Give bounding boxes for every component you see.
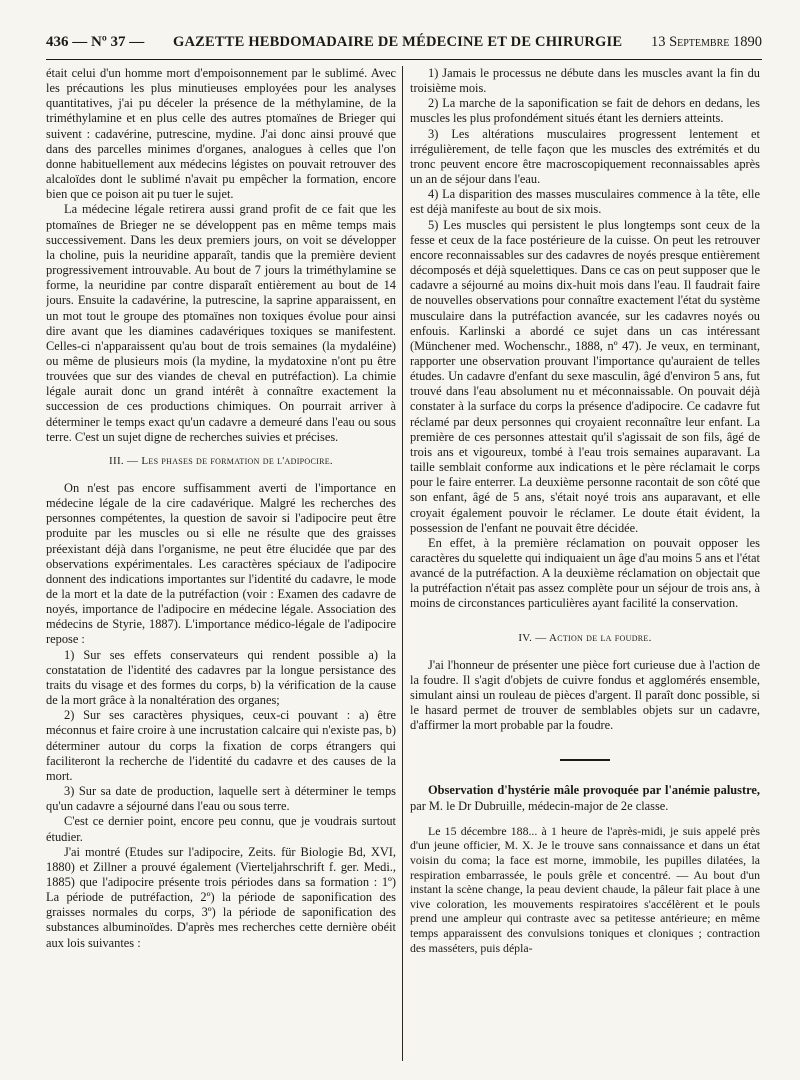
- paragraph: était celui d'un homme mort d'empoisonnement par le sublimé. Avec les précautions les plus minutieuses employées pour les analyses quantitatives, j'ai pu déceler la présence de la méthylamine, de la triméthylamine et en plus celle des autres ptomaïnes de Brieger qui suivent : cadavérine, putrescine, mydine. J'ai donc ainsi prouvé que dans des parcelles minimes d'organes, analogues à celles que l'on donne habituellement aux médecins légistes on pouvait retrouver des alcaloïdes dont le sublimé n'avait pu empêcher la formation, encore bien que ce poison ait pu tuer le sujet.: [46, 66, 396, 202]
- paragraph: 4) La disparition des masses musculaires commence à la tête, elle est déjà manifeste au bout de six mois.: [410, 187, 760, 217]
- right-column: [410, 66, 760, 1061]
- running-header: [46, 34, 762, 60]
- paragraph: 1) Sur ses effets conservateurs qui rendent possible a) la constatation de l'identité des cadavres par la longue persistance des traits du visage et des formes du corps, b) la vérification de la cause de la mort grâce à la nonaltération des organes;: [46, 647, 396, 708]
- section-heading: IV. — Action de la foudre.: [518, 631, 652, 644]
- article-separator: [560, 759, 610, 761]
- paragraph: La médecine légale retirera aussi grand profit de ce fait que les ptomaïnes de Brieger ne se développent pas en même temps mais successivement. Dans les deux premiers jours, on voit se développer la choline, puis la neuridine apparaît, tandis que la première devient progressivement introuvable. Au bout de 7 jours la triméthylamine se forme, la neuridine par contre disparaît entièrement au bout de 14 jours. Ensuite la cadavérine, la putrescine, la saprine apparaissent, en un mot tout le groupe des ptomaïnes non toxiques évolue pour ainsi dire avant que les diamines cadavériques toxiques se manifestent. Celles-ci n'apparaissent qu'au bout de trois semaines (la mydaléine) ou même de plusieurs mois (la mydine, la mydatoxine n'ont pu être trouvées que sur des viandes de cheval en putréfaction). La chimie légale aurait donc un grand intérêt à connaître exactement la succession de ces productions chimiques. On pourrait arriver à déterminer le temps exact qu'un cadavre a demeuré dans l'eau ou sous terre. C'est un sujet digne de recherches suivies et précises.: [46, 202, 396, 444]
- journal-page: [46, 34, 762, 1064]
- paragraph: On n'est pas encore suffisamment averti de l'importance en médecine légale de la cire cadavérique. Malgré les recherches des personnes compétentes, la question de savoir si l'adipocire peut être produite par les muscles ou si elle ne résulte que des graisses préexistant déjà dans l'organisme, ne peut être élucidée que par des observations expérimentales. Les caractères spéciaux de l'adipocire donnent des indications importantes sur l'identité du cadavre, le mode de la mort et la date de la putréfaction (voir : Examen des cadavre de noyés, importance de l'adipocire en médecine légale. Association des médecins de Styrie, 1887). L'importance médico-légale de l'adipocire repose :: [46, 480, 396, 647]
- page-number: 436 — Nº 37 —: [46, 34, 145, 50]
- paragraph: J'ai montré (Etudes sur l'adipocire, Zeits. für Biologie Bd, XVI, 1880) et Zillner a prouvé également (Vierteljahrschrift f. ger. Medi., 1885) que l'adipocire présente trois périodes dans sa formation : 1º) La période de putréfaction, 2º) la période de saponification des graisses normales du corps, 3º) la période de saponification des substances albuminoïdes. D'après mes recherches cette dernière obéit aux lois suivantes :: [46, 844, 396, 950]
- article-body: [410, 824, 760, 955]
- column-rule: [402, 66, 403, 1061]
- paragraph: 3) Les altérations musculaires progressent lentement et irrégulièrement, de telle façon que les muscles des extrémités et du tronc peuvent encore être macroscopiquement reconnaissables après un an de séjour dans l'eau.: [410, 126, 760, 187]
- text-columns: [46, 66, 762, 1061]
- paragraph: 3) Sur sa date de production, laquelle sert à déterminer le temps qu'un cadavre a séjourné dans l'eau ou sous terre.: [46, 784, 396, 814]
- journal-title: GAZETTE HEBDOMADAIRE DE MÉDECINE ET DE CHIRURGIE: [173, 34, 623, 50]
- article-title: [410, 783, 760, 813]
- paragraph: C'est ce dernier point, encore peu connu, que je voudrais surtout étudier.: [46, 814, 396, 844]
- paragraph: 5) Les muscles qui persistent le plus longtemps sont ceux de la fesse et ceux de la face postérieure de la cuisse. On peut les retrouver encore reconnaissables sur des cadavres de noyés presque entièrement décomposés et déjà squelettiques. Dans ce cas on peut supposer que le cadavre a séjourné au moins dix-huit mois dans l'eau. Il faudrait faire de nouvelles observations pour connaître exactement l'état du système musculaire dans la putréfaction avancée, sur les cadavres noyés ou enfouis. Karlinski a abordé ce sujet dans un cas intéressant (Münchener med. Wochenschr., 1888, nº 47). Je veux, en terminant, rapporter une observation prouvant l'importance qu'auraient de telles études. Un cadavre d'enfant du sexe masculin, âgé d'environ 5 ans, fut trouvé dans l'eau absolument nu et méconnaissable. On pouvait déjà constater à la surface du corps la présence d'adipocire. Ce cadavre fut réclamé par deux personnes qui croyaient reconnaître leur enfant. La première de ces personnes attestait qu'il s'agissait de son fils, âgé de trois ans et vigoureux, tombé à l'eau trois semaines auparavant. La taille semblait conforme aux indications et le père réclamait le corps pour le faire enterrer. La deuxième personne racontait de son côté que son enfant, âgé de 5 ans, s'était noyé trois ans auparavant, et elle croyait également pouvoir le réclamer. Le doute était évident, la possession de l'enfant ne pouvait être décidée.: [410, 217, 760, 535]
- article-title-bold: Observation d'hystérie mâle provoquée par l'anémie palustre,: [428, 783, 760, 798]
- paragraph: 2) La marche de la saponification se fait de dehors en dedans, les muscles les plus profondément situés étant les derniers atteints.: [410, 96, 760, 126]
- paragraph: En effet, à la première réclamation on pouvait opposer les caractères du squelette qui indiquaient un âge d'au moins 5 ans et l'état avancé de la putréfaction. A la deuxième réclamation on objectait que la putréfaction n'était pas assez complète pour un séjour de trois ans, à moins de circonstances particulières ayant facilité la conservation.: [410, 535, 760, 611]
- article-byline: par M. le Dr Dubruille, médecin-major de 2e classe.: [410, 798, 669, 813]
- paragraph: 2) Sur ses caractères physiques, ceux-ci pouvant : a) être méconnus et faire croire à une incrustation calcaire qui n'existe pas, b) déterminer autour du corps la fixation de corps étrangers qui faciliteront la recherche de l'identité du cadavre et des causes de la mort.: [46, 708, 396, 783]
- paragraph: 1) Jamais le processus ne débute dans les muscles avant la fin du troisième mois.: [410, 66, 760, 96]
- section-heading: III. — Les phases de formation de l'adipocire.: [109, 454, 333, 467]
- paragraph: J'ai l'honneur de présenter une pièce fort curieuse due à l'action de la foudre. Il s'agit d'objets de cuivre fondus et agglomérés ensemble, simulant ainsi un rouleau de pièces d'argent. Il paraît donc possible, si le hasard permet de trouver de semblables objets sur un cadavre, d'affirmer la mort probable par la foudre.: [410, 657, 760, 733]
- left-column: [46, 66, 396, 1061]
- paragraph: Le 15 décembre 188... à 1 heure de l'après-midi, je suis appelé près d'un jeune officier, M. X. Je le trouve sans connaissance et dans un état voisin du coma; la face est morne, immobile, les pupilles dilatées, la respiration embarrassée, le pouls grêle et concentré. — Au bout d'un instant la scène change, la peau devient chaude, la pâleur fait place à une vive coloration, les mouvements respiratoires s'accélèrent et le pouls prend une ampleur qui contraste avec sa petitesse antérieure; en même temps apparaissent des convulsions toniques et cloniques ; contraction des masséters, puis dépla-: [410, 823, 760, 955]
- issue-date: 13 Septembre 1890: [650, 34, 762, 50]
